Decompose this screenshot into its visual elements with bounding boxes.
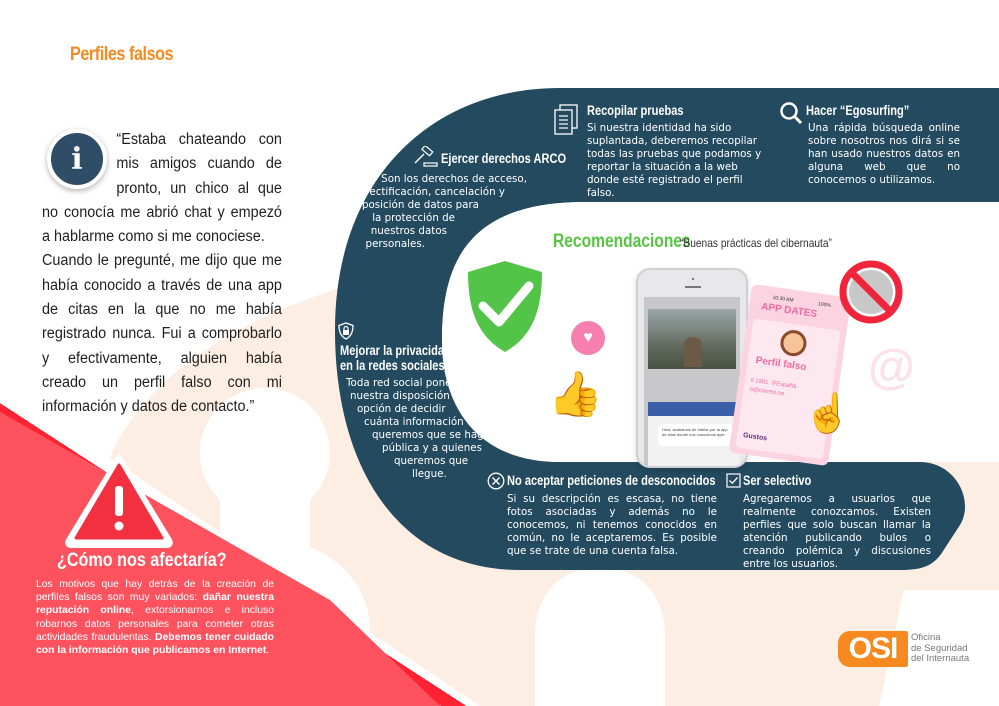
chat-window [648,402,740,468]
tip-line: Toda red social pone a [346,377,462,389]
osi-logo: OSI [838,631,908,667]
tip-text-egosurfing: Una rápida búsqueda online sobre nosotros nos dirá si se han usado nuestros datos en alguna web que no conocemos o utilizamos. [808,122,960,186]
quote-part-2: Cuando le pregunté, me dijo que me había conocido a través de una app de citas en la que no me había registrado nunca. Fui a comprobarlo y efectivamente, alguien había creado un perfil falso con mi información y datos de contacto.” [42,252,282,416]
tip-line: personales. [365,238,425,250]
info-icon: i [47,129,107,189]
org-line: del Internauta [911,653,970,664]
x-circle-icon [487,472,505,490]
tip-line: opción de decidir [357,403,446,415]
thumbs-up-icon: 👍 [548,370,603,419]
shield-check-icon [455,248,555,366]
tip-title-privacidad: Mejorar la privacidad [340,343,451,358]
impact-emphasis: Debemos tener cuidado con la información que publicamos en Internet [36,631,274,657]
shield-lock-icon [338,322,354,340]
tip-line: pública y a quienes [382,442,482,454]
impact-emphasis: dañar nuestra reputación online [36,592,274,617]
impact-text-part: . [266,645,270,657]
documents-icon [553,104,579,136]
tip-text-no-aceptar: Si su descripción es escasa, no tiene fotos asociadas y además no le conocemos, ni tenemos conocidos en común, no le aceptaremos. Es posible que se trate de una cuenta falsa. [507,493,717,557]
tip-line: nuestra disposición la [350,390,463,402]
gavel-icon [412,146,438,168]
profile-email: o@correo.oo [749,386,785,398]
checkbox-icon [726,473,741,488]
dating-battery: 100% [817,301,832,309]
quote-part-1: “Estaba chateando con mis amigos cuando de pronto, un chico al que no conocía me abrió chat y empezó a hablarme como si me conociese. [42,131,282,246]
tip-title-arco: Ejercer derechos ARCO [441,151,567,166]
org-line: de Seguridad [911,642,968,654]
tip-line: oposición de datos para [355,199,479,211]
impact-text [36,578,274,657]
phone-camera [692,278,694,280]
tip-title-privacidad-2: en la redes sociales [340,358,445,373]
post-photo [648,309,736,369]
tip-line: queremos que [394,455,469,467]
profile-location: España [775,381,797,390]
page-title: Perfiles falsos [70,44,174,65]
tip-title-egosurfing: Hacer “Egosurfing” [806,103,910,118]
dating-time: 10:30 AM [772,294,794,304]
location-pin-icon: ⚲ [771,380,777,388]
tip-line: queremos que se haga [372,429,491,441]
tip-line: Son los derechos de acceso, [381,173,527,185]
profile-info [749,377,797,401]
tip-title-no-aceptar: No aceptar peticiones de desconocidos [507,473,716,488]
tip-text-arco [355,173,555,251]
chat-bubble: Hola, acabamos de hablar por la app de citas donde nos conocimos ayer. [658,424,734,446]
avatar [779,328,808,357]
tip-line: cuánta información [364,416,464,428]
phone-speaker [685,286,701,288]
tip-line: llegue. [412,468,447,480]
search-icon [779,101,803,125]
tip-title-selectivo: Ser selectivo [743,473,812,488]
tip-line: la protección de [372,212,455,224]
warning-triangle-icon [64,452,174,548]
profile-section: Gustos [742,432,768,443]
impact-text-part: Los motivos que hay detrás de la creación de perfiles falsos son muy variados: [36,579,274,604]
recommendations-subtitle: “Buenas prácticas del cibernauta” [680,236,832,250]
profile-year: il 1991 [750,377,769,387]
impact-text-part: , extorsionarnos e incluso robarnos datos personales para cometer otras actividades fraudulentas. [36,605,274,643]
heart-icon: ♥ [571,321,605,355]
dating-app-name: APP DATES [760,301,818,321]
org-line: Oficina [911,632,941,643]
at-sign-icon: @ [868,341,915,394]
impact-title: ¿Cómo nos afectaría? [57,550,227,571]
story-quote [42,128,282,420]
tip-text-privacidad [346,377,506,481]
recommendations-title: Recomendaciones [553,231,691,252]
tip-text-pruebas: Si nuestra identidad ha sido suplantada, deberemos recopilar todas las pruebas que podamos y reportar la situación a la web donde esté registrado el perfil falso. [587,122,762,199]
tip-text-selectivo: Agregaremos a usuarios que realmente conozcamos. Existen perfiles que solo buscan llamar la atención publicando bulos o creando polémica y discusiones entre los usuarios. [743,493,931,570]
profile-name: Perfil falso [754,355,808,374]
profile-card [735,318,840,459]
phone-screen [644,297,740,468]
chat-header-bar [648,402,740,416]
pointing-hand-icon: ☝ [804,393,852,435]
tip-line: nuestros datos [370,225,447,237]
prohibited-icon [838,259,904,325]
tip-line: rectificación, cancelación y [365,186,505,198]
tip-title-pruebas: Recopilar pruebas [587,103,684,118]
osi-org-name [911,633,969,665]
